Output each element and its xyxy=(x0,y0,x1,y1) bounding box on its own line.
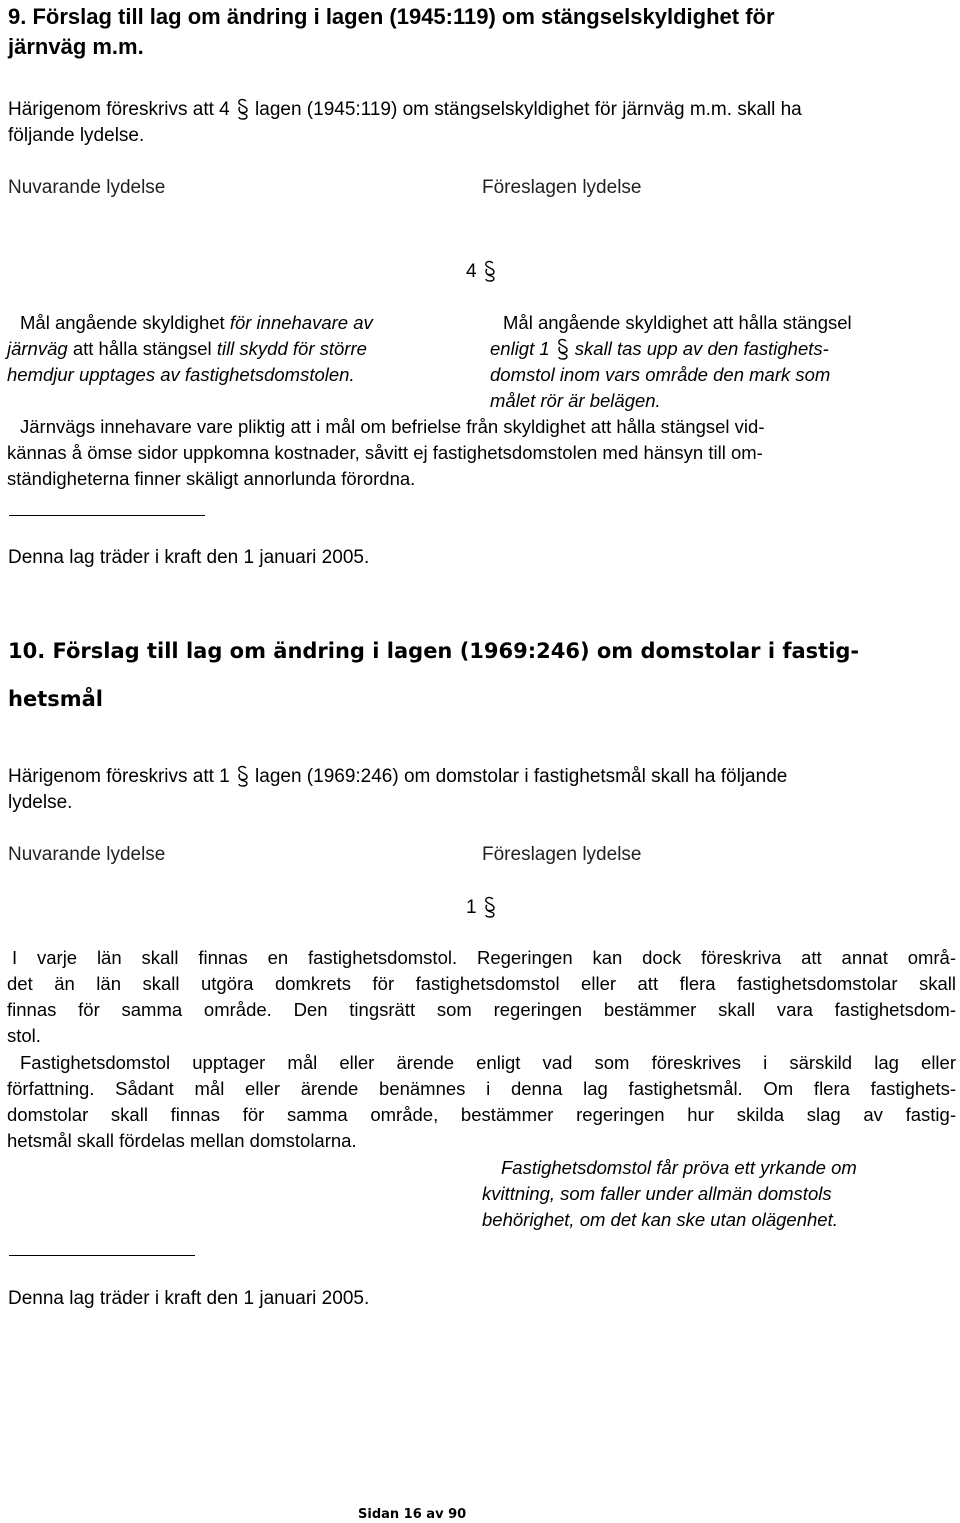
page-number: Sidan 16 av 90 xyxy=(358,1507,467,1522)
section-9-intro-line-1 xyxy=(8,97,802,123)
section-9-intro-text-a: Härigenom föreskrivs att 4 xyxy=(8,99,230,120)
section-10-body-line-2: det än län skall utgöra domkrets för fastighetsdomstol eller att flera fastighetsdomstolar skall xyxy=(7,973,956,994)
section-10-body-line-6: författning. Sådant mål eller ärende benämnes i denna lag fastighetsmål. Om flera fastighets- xyxy=(7,1078,956,1099)
current-text: att hålla stängsel xyxy=(67,338,217,359)
section-10-heading-line-1: 10. Förslag till lag om ändring i lagen (1969:246) om domstolar i fastig- xyxy=(8,639,860,663)
section-9-column-proposed: Föreslagen lydelse xyxy=(482,177,642,198)
section-10-body-line-5: Fastighetsdomstol upptager mål eller ärende enligt vad som föreskrives i särskild lag eller xyxy=(20,1052,956,1073)
divider xyxy=(9,515,205,516)
section-9-proposed-line-1: Mål angående skyldighet att hålla stängsel xyxy=(503,312,852,333)
section-9-intro-text-b: lagen (1945:119) om stängselskyldighet för järnväg m.m. skall ha xyxy=(255,99,802,120)
section-10-body-line-3: finnas för samma område. Den tingsrätt som regeringen bestämmer skall vara fastighetsdom- xyxy=(7,999,956,1020)
section-9-proposed-line-4: målet rör är belägen. xyxy=(490,390,661,411)
proposed-text: enligt 1 xyxy=(490,338,550,359)
section-9-body-line-1: Järnvägs innehavare vare pliktig att i mål om befrielse från skyldighet att hålla stängsel vid- xyxy=(20,416,765,437)
section-9-body-line-3: ständigheterna finner skäligt annorlunda förordna. xyxy=(7,468,416,489)
section-10-body-line-1: I varje län skall finnas en fastighetsdomstol. Regeringen kan dock föreskriva att annat områ- xyxy=(12,947,956,968)
section-9-proposed-line-3: domstol inom vars område den mark som xyxy=(490,364,831,385)
section-10-body-line-7: domstolar skall finnas för samma område, bestämmer regeringen hur skilda slag av fastig- xyxy=(7,1104,956,1125)
paragraph-sign-icon xyxy=(236,98,250,120)
section-10-body-line-4: stol. xyxy=(7,1025,41,1046)
section-9-paragraph-heading xyxy=(466,259,497,285)
section-9-proposed-line-2 xyxy=(490,336,829,362)
section-10-paragraph-heading xyxy=(466,895,497,921)
section-10-intro-line-2: lydelse. xyxy=(8,792,73,813)
current-text-italic: järnväg xyxy=(7,338,68,359)
section-9-current-line-3: hemdjur upptages av fastighetsdomstolen. xyxy=(7,364,355,385)
section-10-column-current: Nuvarande lydelse xyxy=(8,844,166,865)
current-text-italic: till skydd för större xyxy=(216,338,367,359)
paragraph-sign-icon xyxy=(236,765,250,787)
section-10-intro-line-1 xyxy=(8,764,787,790)
paragraph-sign-icon xyxy=(483,896,497,918)
section-10-column-proposed: Föreslagen lydelse xyxy=(482,844,642,865)
paragraph-number: 4 xyxy=(466,261,477,282)
divider xyxy=(9,1255,195,1256)
section-10-heading-line-2: hetsmål xyxy=(8,687,103,711)
section-9-current-line-2 xyxy=(7,336,367,362)
section-10-proposed-line-1: Fastighetsdomstol får pröva ett yrkande om xyxy=(501,1157,857,1178)
section-10-intro-text-a: Härigenom föreskrivs att 1 xyxy=(8,766,230,787)
section-9-current-line-1 xyxy=(20,310,373,336)
section-9-intro-line-2: följande lydelse. xyxy=(8,125,145,146)
section-10-proposed-line-2: kvittning, som faller under allmän domstols xyxy=(482,1183,832,1204)
paragraph-number: 1 xyxy=(466,897,477,918)
section-9-heading-line-2: järnväg m.m. xyxy=(8,34,144,59)
section-9-heading-line-1: 9. Förslag till lag om ändring i lagen (1945:119) om stängselskyldighet för xyxy=(8,4,775,29)
current-text: Mål angående skyldighet xyxy=(20,312,230,333)
section-10-intro-text-b: lagen (1969:246) om domstolar i fastighetsmål skall ha följande xyxy=(255,766,788,787)
current-text-italic: för innehavare av xyxy=(229,312,373,333)
paragraph-sign-icon xyxy=(483,260,497,282)
section-9-effective-date: Denna lag träder i kraft den 1 januari 2005. xyxy=(8,547,370,568)
proposed-text: skall tas upp av den fastighets- xyxy=(574,338,829,359)
section-9-body-line-2: kännas å ömse sidor uppkomna kostnader, såvitt ej fastighetsdomstolen med hänsyn till om- xyxy=(7,442,763,463)
paragraph-sign-icon xyxy=(556,338,570,360)
section-10-effective-date: Denna lag träder i kraft den 1 januari 2005. xyxy=(8,1288,370,1309)
section-9-column-current: Nuvarande lydelse xyxy=(8,177,166,198)
section-10-proposed-line-3: behörighet, om det kan ske utan olägenhet. xyxy=(482,1209,838,1230)
section-10-body-line-8: hetsmål skall fördelas mellan domstolarna. xyxy=(7,1130,357,1151)
